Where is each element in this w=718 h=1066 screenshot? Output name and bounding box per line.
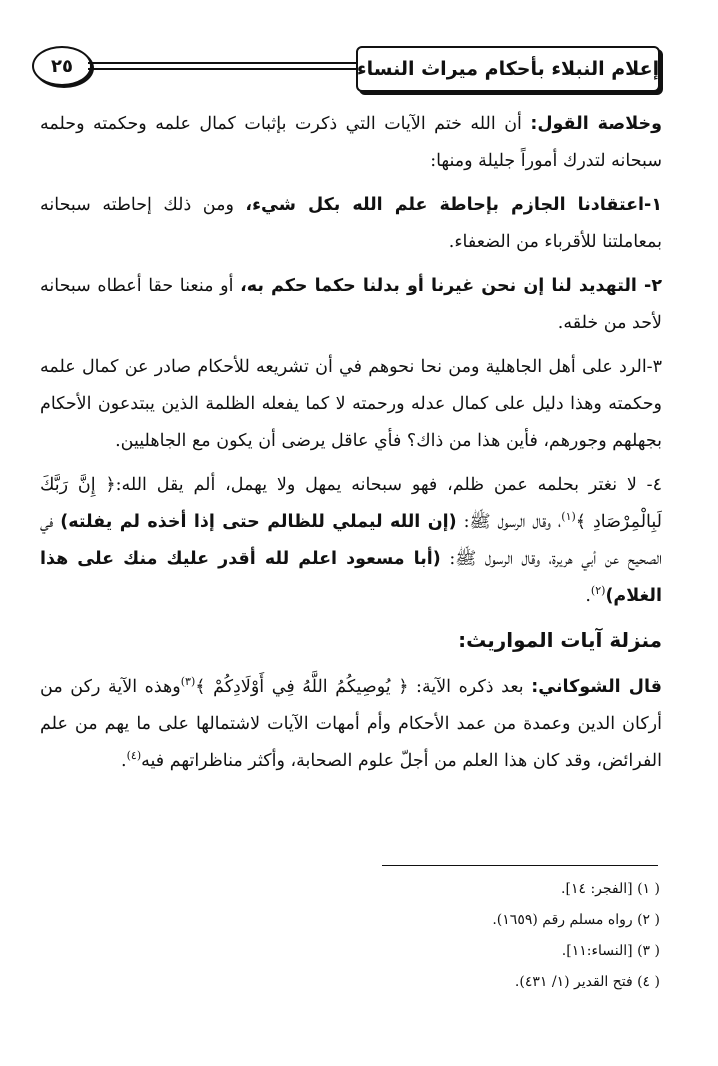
paragraph-text: ٤- لا نغتر بحلمه عمن ظلم، فهو سبحانه يمهل ولا يهمل، ألم يقل الله:﴿ إِنَّ رَبَّكَ لَبِالْمِرْصَادِ ﴾ bbox=[40, 475, 662, 532]
paragraph-text: أو منعنا حقا أعطاه سبحانه لأحد من خلقه. bbox=[40, 276, 662, 333]
hadith-quote: (إن الله ليملي للظالم حتى إذا أخذه لم يفلته) bbox=[60, 512, 457, 532]
bold-phrase: قال الشوكاني: bbox=[531, 677, 662, 697]
paragraph-text: وهذه الآية ركن من أركان الدين وعمدة من عمد الأحكام وأم أمهات الآيات لاشتمالها على ما يهم من علم الفرائض، وقد كان هذا العلم من أجلّ علوم الصحابة، وأكثر مناظراتهم فيه bbox=[40, 677, 662, 771]
paragraph-point-2 bbox=[40, 268, 662, 342]
paragraph-shawkani bbox=[40, 669, 662, 780]
footnote-item: ( ٣) [النساء:١١]. bbox=[561, 943, 660, 959]
paragraph-text: في الصحيح عن أبي هريرة، وقال الرسول ﷺ: bbox=[40, 512, 662, 569]
paragraph-text: ٣-الرد على أهل الجاهلية ومن نحا نحوهم في أن تشريعه للأحكام صادر عن كمال علمه وحكمته وهذا دليل على كمال عدله ورحمته لا كما يفعله الظلمة الذين يبتدعون الأحكام بجهلهم وجورهم، فأين هذا من ذاك؟ فأي عاقل يرضى أن يكون مع الجاهليين. bbox=[40, 357, 662, 451]
bold-phrase: وخلاصة القول: bbox=[530, 114, 662, 134]
paragraph-text: ، وقال الرسول ﷺ: bbox=[456, 512, 562, 532]
footnote-item: ( ٢) رواه مسلم رقم (١٦٥٩). bbox=[492, 912, 660, 928]
footnote-separator bbox=[382, 865, 658, 866]
paragraph-text: . bbox=[585, 586, 591, 606]
hadith-quote: (أبا مسعود اعلم لله أقدر عليك منك على هذا الغلام) bbox=[40, 549, 662, 606]
footnote-ref: (٣) bbox=[180, 675, 196, 689]
footnote-ref: (٤) bbox=[126, 749, 142, 763]
running-header-title: إعلام النبلاء بأحكام ميراث النساء bbox=[356, 46, 660, 92]
footnote-item: ( ٤) فتح القدير (١/ ٤٣١). bbox=[514, 974, 660, 990]
footnotes bbox=[260, 874, 660, 998]
page-number: ٢٥ bbox=[32, 46, 92, 86]
section-heading: منزلة آيات المواريث: bbox=[458, 628, 662, 652]
paragraph-summary bbox=[40, 106, 662, 180]
bold-phrase: ١-اعتقادنا الجازم بإحاطة علم الله بكل شيء، bbox=[245, 195, 662, 215]
paragraph-text: بعد ذكره الآية: ﴿ يُوصِيكُمُ اللَّهُ فِي أَوْلَادِكُمْ ﴾ bbox=[195, 677, 532, 697]
header-rule-bottom bbox=[88, 68, 362, 70]
footnote-ref: (١) bbox=[561, 510, 576, 524]
paragraph-point-1 bbox=[40, 187, 662, 261]
footnote-item: ( ١) [الفجر: ١٤]. bbox=[561, 881, 660, 897]
header-rule-top bbox=[88, 62, 362, 64]
paragraph-text: أن الله ختم الآيات التي ذكرت بإثبات كمال علمه وحكمته وحلمه سبحانه لتدرك أموراً جليلة ومنها: bbox=[40, 114, 662, 171]
paragraph-text: ومن ذلك إحاطته سبحانه بمعاملتنا للأقرباء من الضعفاء. bbox=[40, 195, 662, 252]
main-text bbox=[40, 106, 662, 787]
bold-phrase: ٢- التهديد لنا إن نحن غيرنا أو بدلنا حكما حكم به، bbox=[240, 276, 662, 296]
footnote-ref: (٢) bbox=[590, 584, 606, 598]
paragraph-text: . bbox=[121, 751, 127, 771]
paragraph-point-3 bbox=[40, 349, 662, 460]
paragraph-point-4 bbox=[40, 467, 662, 615]
